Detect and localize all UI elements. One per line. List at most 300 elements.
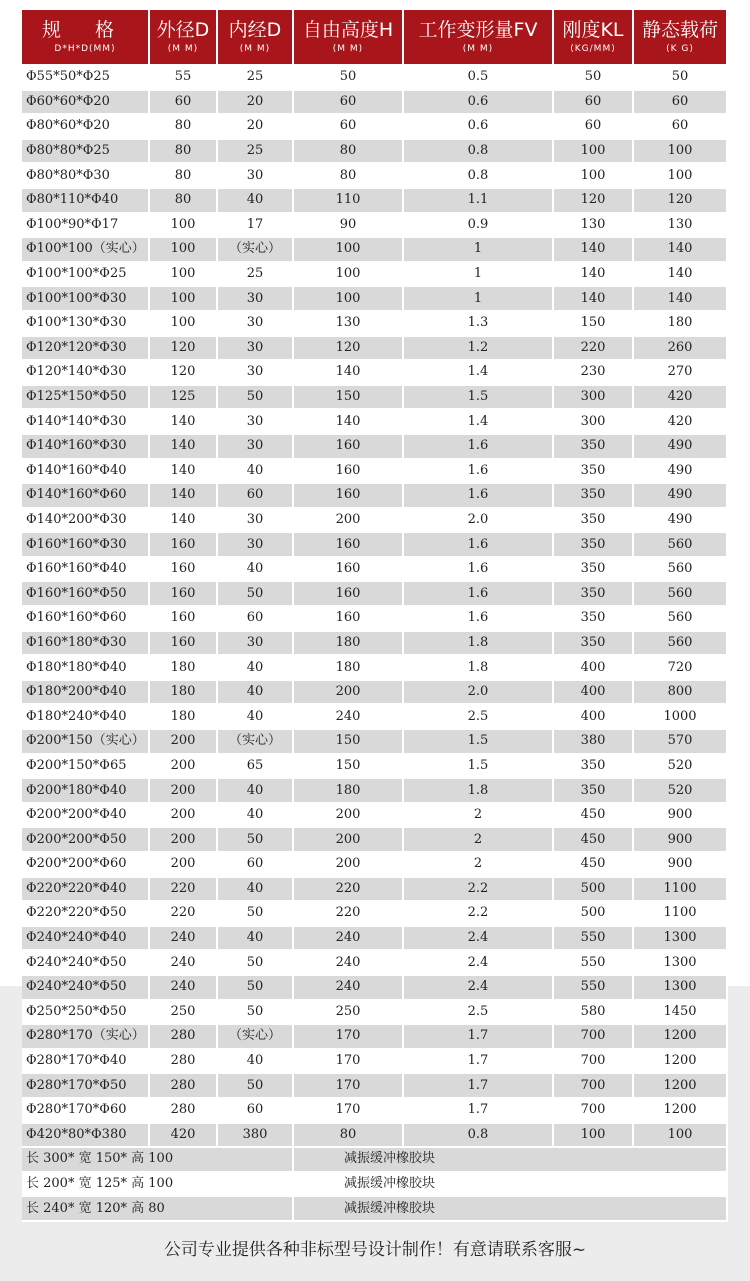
cell-inner-diameter: 40 bbox=[218, 804, 294, 829]
cell-spec: Φ420*80*Φ380 bbox=[22, 1124, 150, 1149]
cell-spec: Φ80*110*Φ40 bbox=[22, 189, 150, 214]
cell-inner-diameter: 50 bbox=[218, 1074, 294, 1099]
cell-deformation: 1.3 bbox=[404, 312, 554, 337]
cell-free-height: 240 bbox=[294, 705, 404, 730]
cell-spec: Φ180*200*Φ40 bbox=[22, 681, 150, 706]
table-row bbox=[22, 164, 728, 189]
cell-free-height: 50 bbox=[294, 66, 404, 91]
cell-outer-diameter: 80 bbox=[150, 115, 218, 140]
cell-deformation: 2 bbox=[404, 853, 554, 878]
cell-free-height: 170 bbox=[294, 1074, 404, 1099]
table-row bbox=[22, 238, 728, 263]
cell-inner-diameter: 30 bbox=[218, 164, 294, 189]
cell-static-load: 720 bbox=[634, 656, 728, 681]
cell-free-height: 100 bbox=[294, 238, 404, 263]
cell-static-load: 560 bbox=[634, 607, 728, 632]
cell-outer-diameter: 200 bbox=[150, 779, 218, 804]
cell-free-height: 160 bbox=[294, 607, 404, 632]
cell-deformation: 1.5 bbox=[404, 386, 554, 411]
cell-inner-diameter: 50 bbox=[218, 386, 294, 411]
cell-spec: Φ220*220*Φ40 bbox=[22, 878, 150, 903]
cell-free-height: 90 bbox=[294, 214, 404, 239]
cell-spec: Φ80*60*Φ20 bbox=[22, 115, 150, 140]
cell-free-height: 180 bbox=[294, 656, 404, 681]
cell-free-height: 160 bbox=[294, 484, 404, 509]
cell-outer-diameter: 140 bbox=[150, 484, 218, 509]
cell-free-height: 60 bbox=[294, 115, 404, 140]
table-row bbox=[22, 607, 728, 632]
cell-deformation: 2.0 bbox=[404, 681, 554, 706]
cell-spec: Φ80*80*Φ25 bbox=[22, 140, 150, 165]
table-row bbox=[22, 976, 728, 1001]
cell-static-load: 1300 bbox=[634, 927, 728, 952]
cell-static-load: 800 bbox=[634, 681, 728, 706]
cell-free-height: 140 bbox=[294, 410, 404, 435]
cell-stiffness: 450 bbox=[554, 804, 634, 829]
cell-outer-diameter: 125 bbox=[150, 386, 218, 411]
table-row bbox=[22, 1050, 728, 1075]
cell-deformation: 0.8 bbox=[404, 164, 554, 189]
header-free-height: 自由高度H (M M) bbox=[294, 10, 404, 66]
table-row bbox=[22, 951, 728, 976]
cell-deformation: 1.8 bbox=[404, 632, 554, 657]
cell-inner-diameter: 380 bbox=[218, 1124, 294, 1149]
header-deformation: 工作变形量FV (M M) bbox=[404, 10, 554, 66]
cell-free-height: 160 bbox=[294, 582, 404, 607]
table-row bbox=[22, 91, 728, 116]
cell-static-load: 140 bbox=[634, 238, 728, 263]
cell-spec: Φ200*150（实心） bbox=[22, 730, 150, 755]
cell-spec: Φ80*80*Φ30 bbox=[22, 164, 150, 189]
cell-outer-diameter: 280 bbox=[150, 1099, 218, 1124]
cell-deformation: 1.6 bbox=[404, 460, 554, 485]
cell-outer-diameter: 100 bbox=[150, 263, 218, 288]
table-row bbox=[22, 1074, 728, 1099]
footer-note: 公司专业提供各种非标型号设计制作！有意请联系客服~ bbox=[163, 1240, 587, 1260]
cell-deformation: 1.7 bbox=[404, 1099, 554, 1124]
table-row bbox=[22, 435, 728, 460]
cell-outer-diameter: 280 bbox=[150, 1025, 218, 1050]
cell-outer-diameter: 140 bbox=[150, 460, 218, 485]
cell-inner-diameter: 30 bbox=[218, 509, 294, 534]
cell-free-height: 200 bbox=[294, 681, 404, 706]
cell-inner-diameter: 40 bbox=[218, 1050, 294, 1075]
cell-stiffness: 700 bbox=[554, 1050, 634, 1075]
cell-outer-diameter: 140 bbox=[150, 410, 218, 435]
cell-spec: Φ280*170*Φ60 bbox=[22, 1099, 150, 1124]
cell-deformation: 1 bbox=[404, 263, 554, 288]
cell-inner-diameter: （实心） bbox=[218, 238, 294, 263]
cell-free-height: 170 bbox=[294, 1050, 404, 1075]
cell-inner-diameter: 60 bbox=[218, 853, 294, 878]
cell-deformation: 1.6 bbox=[404, 435, 554, 460]
table-row bbox=[22, 115, 728, 140]
cell-deformation: 0.5 bbox=[404, 66, 554, 91]
cell-outer-diameter: 100 bbox=[150, 214, 218, 239]
cell-static-load: 1300 bbox=[634, 976, 728, 1001]
cell-stiffness: 350 bbox=[554, 533, 634, 558]
table-row bbox=[22, 755, 728, 780]
cell-stiffness: 100 bbox=[554, 164, 634, 189]
cell-stiffness: 350 bbox=[554, 558, 634, 583]
cell-stiffness: 100 bbox=[554, 1124, 634, 1149]
cell-spec: Φ160*180*Φ30 bbox=[22, 632, 150, 657]
cell-outer-diameter: 200 bbox=[150, 828, 218, 853]
cell-outer-diameter: 80 bbox=[150, 140, 218, 165]
cell-deformation: 1.8 bbox=[404, 656, 554, 681]
cell-stiffness: 700 bbox=[554, 1025, 634, 1050]
table-row bbox=[22, 705, 728, 730]
cell-free-height: 240 bbox=[294, 951, 404, 976]
cell-inner-diameter: 30 bbox=[218, 337, 294, 362]
table-row bbox=[22, 878, 728, 903]
cell-stiffness: 350 bbox=[554, 607, 634, 632]
table-row bbox=[22, 509, 728, 534]
cell-free-height: 150 bbox=[294, 386, 404, 411]
cell-free-height: 100 bbox=[294, 263, 404, 288]
cell-inner-diameter: 40 bbox=[218, 189, 294, 214]
table-row bbox=[22, 804, 728, 829]
cell-free-height: 110 bbox=[294, 189, 404, 214]
cell-stiffness: 350 bbox=[554, 509, 634, 534]
cell-free-height: 170 bbox=[294, 1025, 404, 1050]
cell-deformation: 1.7 bbox=[404, 1025, 554, 1050]
cell-stiffness: 150 bbox=[554, 312, 634, 337]
cell-static-load: 260 bbox=[634, 337, 728, 362]
cell-outer-diameter: 100 bbox=[150, 287, 218, 312]
cell-outer-diameter: 80 bbox=[150, 189, 218, 214]
cell-spec: Φ200*200*Φ50 bbox=[22, 828, 150, 853]
cell-spec: Φ120*120*Φ30 bbox=[22, 337, 150, 362]
cell-deformation: 2 bbox=[404, 804, 554, 829]
cell-stiffness: 350 bbox=[554, 632, 634, 657]
cell-outer-diameter: 220 bbox=[150, 878, 218, 903]
cell-inner-diameter: 25 bbox=[218, 140, 294, 165]
cell-deformation: 1.8 bbox=[404, 779, 554, 804]
cell-outer-diameter: 100 bbox=[150, 312, 218, 337]
block-size: 长 240* 宽 120* 高 80 bbox=[22, 1197, 294, 1222]
cell-stiffness: 350 bbox=[554, 460, 634, 485]
table-row bbox=[22, 902, 728, 927]
table-row bbox=[22, 730, 728, 755]
cell-outer-diameter: 140 bbox=[150, 435, 218, 460]
cell-deformation: 1.5 bbox=[404, 755, 554, 780]
cell-outer-diameter: 180 bbox=[150, 705, 218, 730]
cell-free-height: 200 bbox=[294, 509, 404, 534]
cell-inner-diameter: （实心） bbox=[218, 1025, 294, 1050]
cell-spec: Φ55*50*Φ25 bbox=[22, 66, 150, 91]
cell-deformation: 0.6 bbox=[404, 115, 554, 140]
block-row bbox=[22, 1148, 728, 1173]
table-row bbox=[22, 656, 728, 681]
cell-spec: Φ240*240*Φ50 bbox=[22, 976, 150, 1001]
cell-static-load: 1200 bbox=[634, 1074, 728, 1099]
table-row bbox=[22, 1124, 728, 1149]
cell-spec: Φ125*150*Φ50 bbox=[22, 386, 150, 411]
cell-free-height: 160 bbox=[294, 460, 404, 485]
cell-free-height: 160 bbox=[294, 435, 404, 460]
cell-stiffness: 700 bbox=[554, 1099, 634, 1124]
block-size: 长 300* 宽 150* 高 100 bbox=[22, 1148, 294, 1173]
cell-spec: Φ100*100*Φ30 bbox=[22, 287, 150, 312]
cell-static-load: 900 bbox=[634, 804, 728, 829]
cell-spec: Φ140*160*Φ30 bbox=[22, 435, 150, 460]
cell-free-height: 130 bbox=[294, 312, 404, 337]
cell-stiffness: 400 bbox=[554, 656, 634, 681]
cell-spec: Φ180*180*Φ40 bbox=[22, 656, 150, 681]
cell-spec: Φ220*220*Φ50 bbox=[22, 902, 150, 927]
cell-free-height: 240 bbox=[294, 927, 404, 952]
cell-spec: Φ240*240*Φ50 bbox=[22, 951, 150, 976]
cell-spec: Φ180*240*Φ40 bbox=[22, 705, 150, 730]
cell-inner-diameter: 40 bbox=[218, 558, 294, 583]
cell-outer-diameter: 60 bbox=[150, 91, 218, 116]
table-row bbox=[22, 189, 728, 214]
cell-stiffness: 140 bbox=[554, 287, 634, 312]
cell-free-height: 180 bbox=[294, 779, 404, 804]
cell-stiffness: 350 bbox=[554, 484, 634, 509]
cell-inner-diameter: 50 bbox=[218, 828, 294, 853]
cell-static-load: 1000 bbox=[634, 705, 728, 730]
cell-stiffness: 380 bbox=[554, 730, 634, 755]
cell-spec: Φ120*140*Φ30 bbox=[22, 361, 150, 386]
cell-deformation: 2.2 bbox=[404, 878, 554, 903]
cell-static-load: 60 bbox=[634, 115, 728, 140]
cell-static-load: 1200 bbox=[634, 1050, 728, 1075]
cell-deformation: 2.4 bbox=[404, 951, 554, 976]
cell-inner-diameter: 30 bbox=[218, 435, 294, 460]
cell-free-height: 180 bbox=[294, 632, 404, 657]
cell-outer-diameter: 140 bbox=[150, 509, 218, 534]
cell-stiffness: 450 bbox=[554, 853, 634, 878]
cell-inner-diameter: 40 bbox=[218, 779, 294, 804]
cell-free-height: 250 bbox=[294, 1001, 404, 1026]
cell-deformation: 1.6 bbox=[404, 533, 554, 558]
cell-inner-diameter: 40 bbox=[218, 927, 294, 952]
table-row bbox=[22, 140, 728, 165]
cell-outer-diameter: 160 bbox=[150, 607, 218, 632]
cell-spec: Φ140*200*Φ30 bbox=[22, 509, 150, 534]
cell-outer-diameter: 240 bbox=[150, 927, 218, 952]
cell-inner-diameter: 50 bbox=[218, 902, 294, 927]
table-row bbox=[22, 632, 728, 657]
cell-outer-diameter: 240 bbox=[150, 951, 218, 976]
cell-static-load: 900 bbox=[634, 853, 728, 878]
table-row bbox=[22, 1001, 728, 1026]
cell-static-load: 100 bbox=[634, 140, 728, 165]
cell-inner-diameter: 40 bbox=[218, 878, 294, 903]
cell-spec: Φ160*160*Φ60 bbox=[22, 607, 150, 632]
cell-static-load: 560 bbox=[634, 558, 728, 583]
cell-outer-diameter: 180 bbox=[150, 681, 218, 706]
cell-deformation: 0.6 bbox=[404, 91, 554, 116]
cell-spec: Φ200*200*Φ60 bbox=[22, 853, 150, 878]
cell-stiffness: 350 bbox=[554, 582, 634, 607]
cell-outer-diameter: 200 bbox=[150, 755, 218, 780]
cell-deformation: 2.5 bbox=[404, 705, 554, 730]
cell-outer-diameter: 200 bbox=[150, 853, 218, 878]
cell-stiffness: 550 bbox=[554, 951, 634, 976]
cell-deformation: 2.5 bbox=[404, 1001, 554, 1026]
cell-inner-diameter: 30 bbox=[218, 312, 294, 337]
cell-free-height: 80 bbox=[294, 140, 404, 165]
cell-deformation: 2.4 bbox=[404, 927, 554, 952]
cell-outer-diameter: 100 bbox=[150, 238, 218, 263]
cell-stiffness: 550 bbox=[554, 927, 634, 952]
cell-stiffness: 580 bbox=[554, 1001, 634, 1026]
header-inner-diameter: 内经D (M M) bbox=[218, 10, 294, 66]
cell-stiffness: 50 bbox=[554, 66, 634, 91]
cell-inner-diameter: 40 bbox=[218, 460, 294, 485]
cell-inner-diameter: 50 bbox=[218, 582, 294, 607]
block-size: 长 200* 宽 125* 高 100 bbox=[22, 1173, 294, 1198]
cell-static-load: 140 bbox=[634, 263, 728, 288]
cell-outer-diameter: 120 bbox=[150, 361, 218, 386]
cell-inner-diameter: 60 bbox=[218, 1099, 294, 1124]
cell-free-height: 220 bbox=[294, 878, 404, 903]
cell-free-height: 200 bbox=[294, 828, 404, 853]
cell-spec: Φ100*100（实心） bbox=[22, 238, 150, 263]
cell-static-load: 100 bbox=[634, 1124, 728, 1149]
cell-free-height: 220 bbox=[294, 902, 404, 927]
cell-static-load: 60 bbox=[634, 91, 728, 116]
cell-spec: Φ240*240*Φ40 bbox=[22, 927, 150, 952]
block-name: 减振缓冲橡胶块 bbox=[294, 1173, 728, 1198]
cell-inner-diameter: 65 bbox=[218, 755, 294, 780]
table-row bbox=[22, 1025, 728, 1050]
cell-deformation: 1 bbox=[404, 238, 554, 263]
cell-outer-diameter: 220 bbox=[150, 902, 218, 927]
cell-spec: Φ140*140*Φ30 bbox=[22, 410, 150, 435]
cell-deformation: 1.6 bbox=[404, 582, 554, 607]
cell-inner-diameter: 30 bbox=[218, 410, 294, 435]
cell-outer-diameter: 250 bbox=[150, 1001, 218, 1026]
cell-static-load: 560 bbox=[634, 632, 728, 657]
table-row bbox=[22, 337, 728, 362]
cell-free-height: 200 bbox=[294, 853, 404, 878]
table-row bbox=[22, 853, 728, 878]
cell-static-load: 420 bbox=[634, 410, 728, 435]
cell-spec: Φ250*250*Φ50 bbox=[22, 1001, 150, 1026]
cell-inner-diameter: 20 bbox=[218, 91, 294, 116]
cell-spec: Φ140*160*Φ40 bbox=[22, 460, 150, 485]
cell-static-load: 490 bbox=[634, 435, 728, 460]
cell-inner-diameter: 50 bbox=[218, 976, 294, 1001]
cell-deformation: 1.6 bbox=[404, 484, 554, 509]
cell-static-load: 520 bbox=[634, 755, 728, 780]
cell-deformation: 1.4 bbox=[404, 410, 554, 435]
cell-inner-diameter: 60 bbox=[218, 607, 294, 632]
cell-spec: Φ160*160*Φ40 bbox=[22, 558, 150, 583]
cell-deformation: 1.7 bbox=[404, 1074, 554, 1099]
cell-outer-diameter: 80 bbox=[150, 164, 218, 189]
cell-stiffness: 400 bbox=[554, 705, 634, 730]
cell-static-load: 420 bbox=[634, 386, 728, 411]
cell-free-height: 150 bbox=[294, 730, 404, 755]
cell-stiffness: 140 bbox=[554, 263, 634, 288]
cell-free-height: 80 bbox=[294, 164, 404, 189]
cell-static-load: 1200 bbox=[634, 1025, 728, 1050]
table-row bbox=[22, 361, 728, 386]
cell-static-load: 140 bbox=[634, 287, 728, 312]
cell-deformation: 2.2 bbox=[404, 902, 554, 927]
cell-inner-diameter: 25 bbox=[218, 263, 294, 288]
cell-spec: Φ200*200*Φ40 bbox=[22, 804, 150, 829]
cell-spec: Φ280*170*Φ40 bbox=[22, 1050, 150, 1075]
table-row bbox=[22, 681, 728, 706]
cell-stiffness: 220 bbox=[554, 337, 634, 362]
cell-stiffness: 230 bbox=[554, 361, 634, 386]
table-row bbox=[22, 410, 728, 435]
cell-inner-diameter: 30 bbox=[218, 361, 294, 386]
cell-inner-diameter: （实心） bbox=[218, 730, 294, 755]
cell-inner-diameter: 60 bbox=[218, 484, 294, 509]
cell-inner-diameter: 50 bbox=[218, 1001, 294, 1026]
cell-free-height: 200 bbox=[294, 804, 404, 829]
cell-outer-diameter: 160 bbox=[150, 632, 218, 657]
table-row bbox=[22, 66, 728, 91]
cell-static-load: 1300 bbox=[634, 951, 728, 976]
cell-outer-diameter: 160 bbox=[150, 533, 218, 558]
cell-stiffness: 130 bbox=[554, 214, 634, 239]
header-stiffness: 刚度KL (KG/MM) bbox=[554, 10, 634, 66]
cell-outer-diameter: 160 bbox=[150, 582, 218, 607]
cell-stiffness: 100 bbox=[554, 140, 634, 165]
cell-deformation: 0.8 bbox=[404, 140, 554, 165]
cell-spec: Φ60*60*Φ20 bbox=[22, 91, 150, 116]
cell-outer-diameter: 280 bbox=[150, 1074, 218, 1099]
cell-stiffness: 350 bbox=[554, 755, 634, 780]
spec-rows bbox=[22, 66, 728, 1148]
cell-inner-diameter: 20 bbox=[218, 115, 294, 140]
block-name: 减振缓冲橡胶块 bbox=[294, 1197, 728, 1222]
cell-static-load: 270 bbox=[634, 361, 728, 386]
cell-static-load: 1100 bbox=[634, 878, 728, 903]
cell-stiffness: 350 bbox=[554, 435, 634, 460]
cell-outer-diameter: 280 bbox=[150, 1050, 218, 1075]
cell-static-load: 130 bbox=[634, 214, 728, 239]
cell-deformation: 1.5 bbox=[404, 730, 554, 755]
cell-deformation: 1 bbox=[404, 287, 554, 312]
cell-static-load: 570 bbox=[634, 730, 728, 755]
cell-outer-diameter: 55 bbox=[150, 66, 218, 91]
cell-spec: Φ100*100*Φ25 bbox=[22, 263, 150, 288]
header-spec: 规 格 D*H*D(MM) bbox=[22, 10, 150, 66]
cell-outer-diameter: 200 bbox=[150, 804, 218, 829]
cell-static-load: 490 bbox=[634, 509, 728, 534]
table-row bbox=[22, 582, 728, 607]
block-row bbox=[22, 1173, 728, 1198]
cell-static-load: 520 bbox=[634, 779, 728, 804]
cell-free-height: 150 bbox=[294, 755, 404, 780]
cell-free-height: 60 bbox=[294, 91, 404, 116]
cell-stiffness: 300 bbox=[554, 410, 634, 435]
cell-inner-diameter: 25 bbox=[218, 66, 294, 91]
cell-inner-diameter: 17 bbox=[218, 214, 294, 239]
cell-deformation: 1.4 bbox=[404, 361, 554, 386]
cell-inner-diameter: 30 bbox=[218, 533, 294, 558]
cell-outer-diameter: 120 bbox=[150, 337, 218, 362]
cell-stiffness: 60 bbox=[554, 115, 634, 140]
table-row bbox=[22, 533, 728, 558]
cell-static-load: 900 bbox=[634, 828, 728, 853]
cell-free-height: 170 bbox=[294, 1099, 404, 1124]
block-row bbox=[22, 1197, 728, 1222]
cell-free-height: 240 bbox=[294, 976, 404, 1001]
table-row bbox=[22, 558, 728, 583]
table-row bbox=[22, 1099, 728, 1124]
table-row bbox=[22, 386, 728, 411]
